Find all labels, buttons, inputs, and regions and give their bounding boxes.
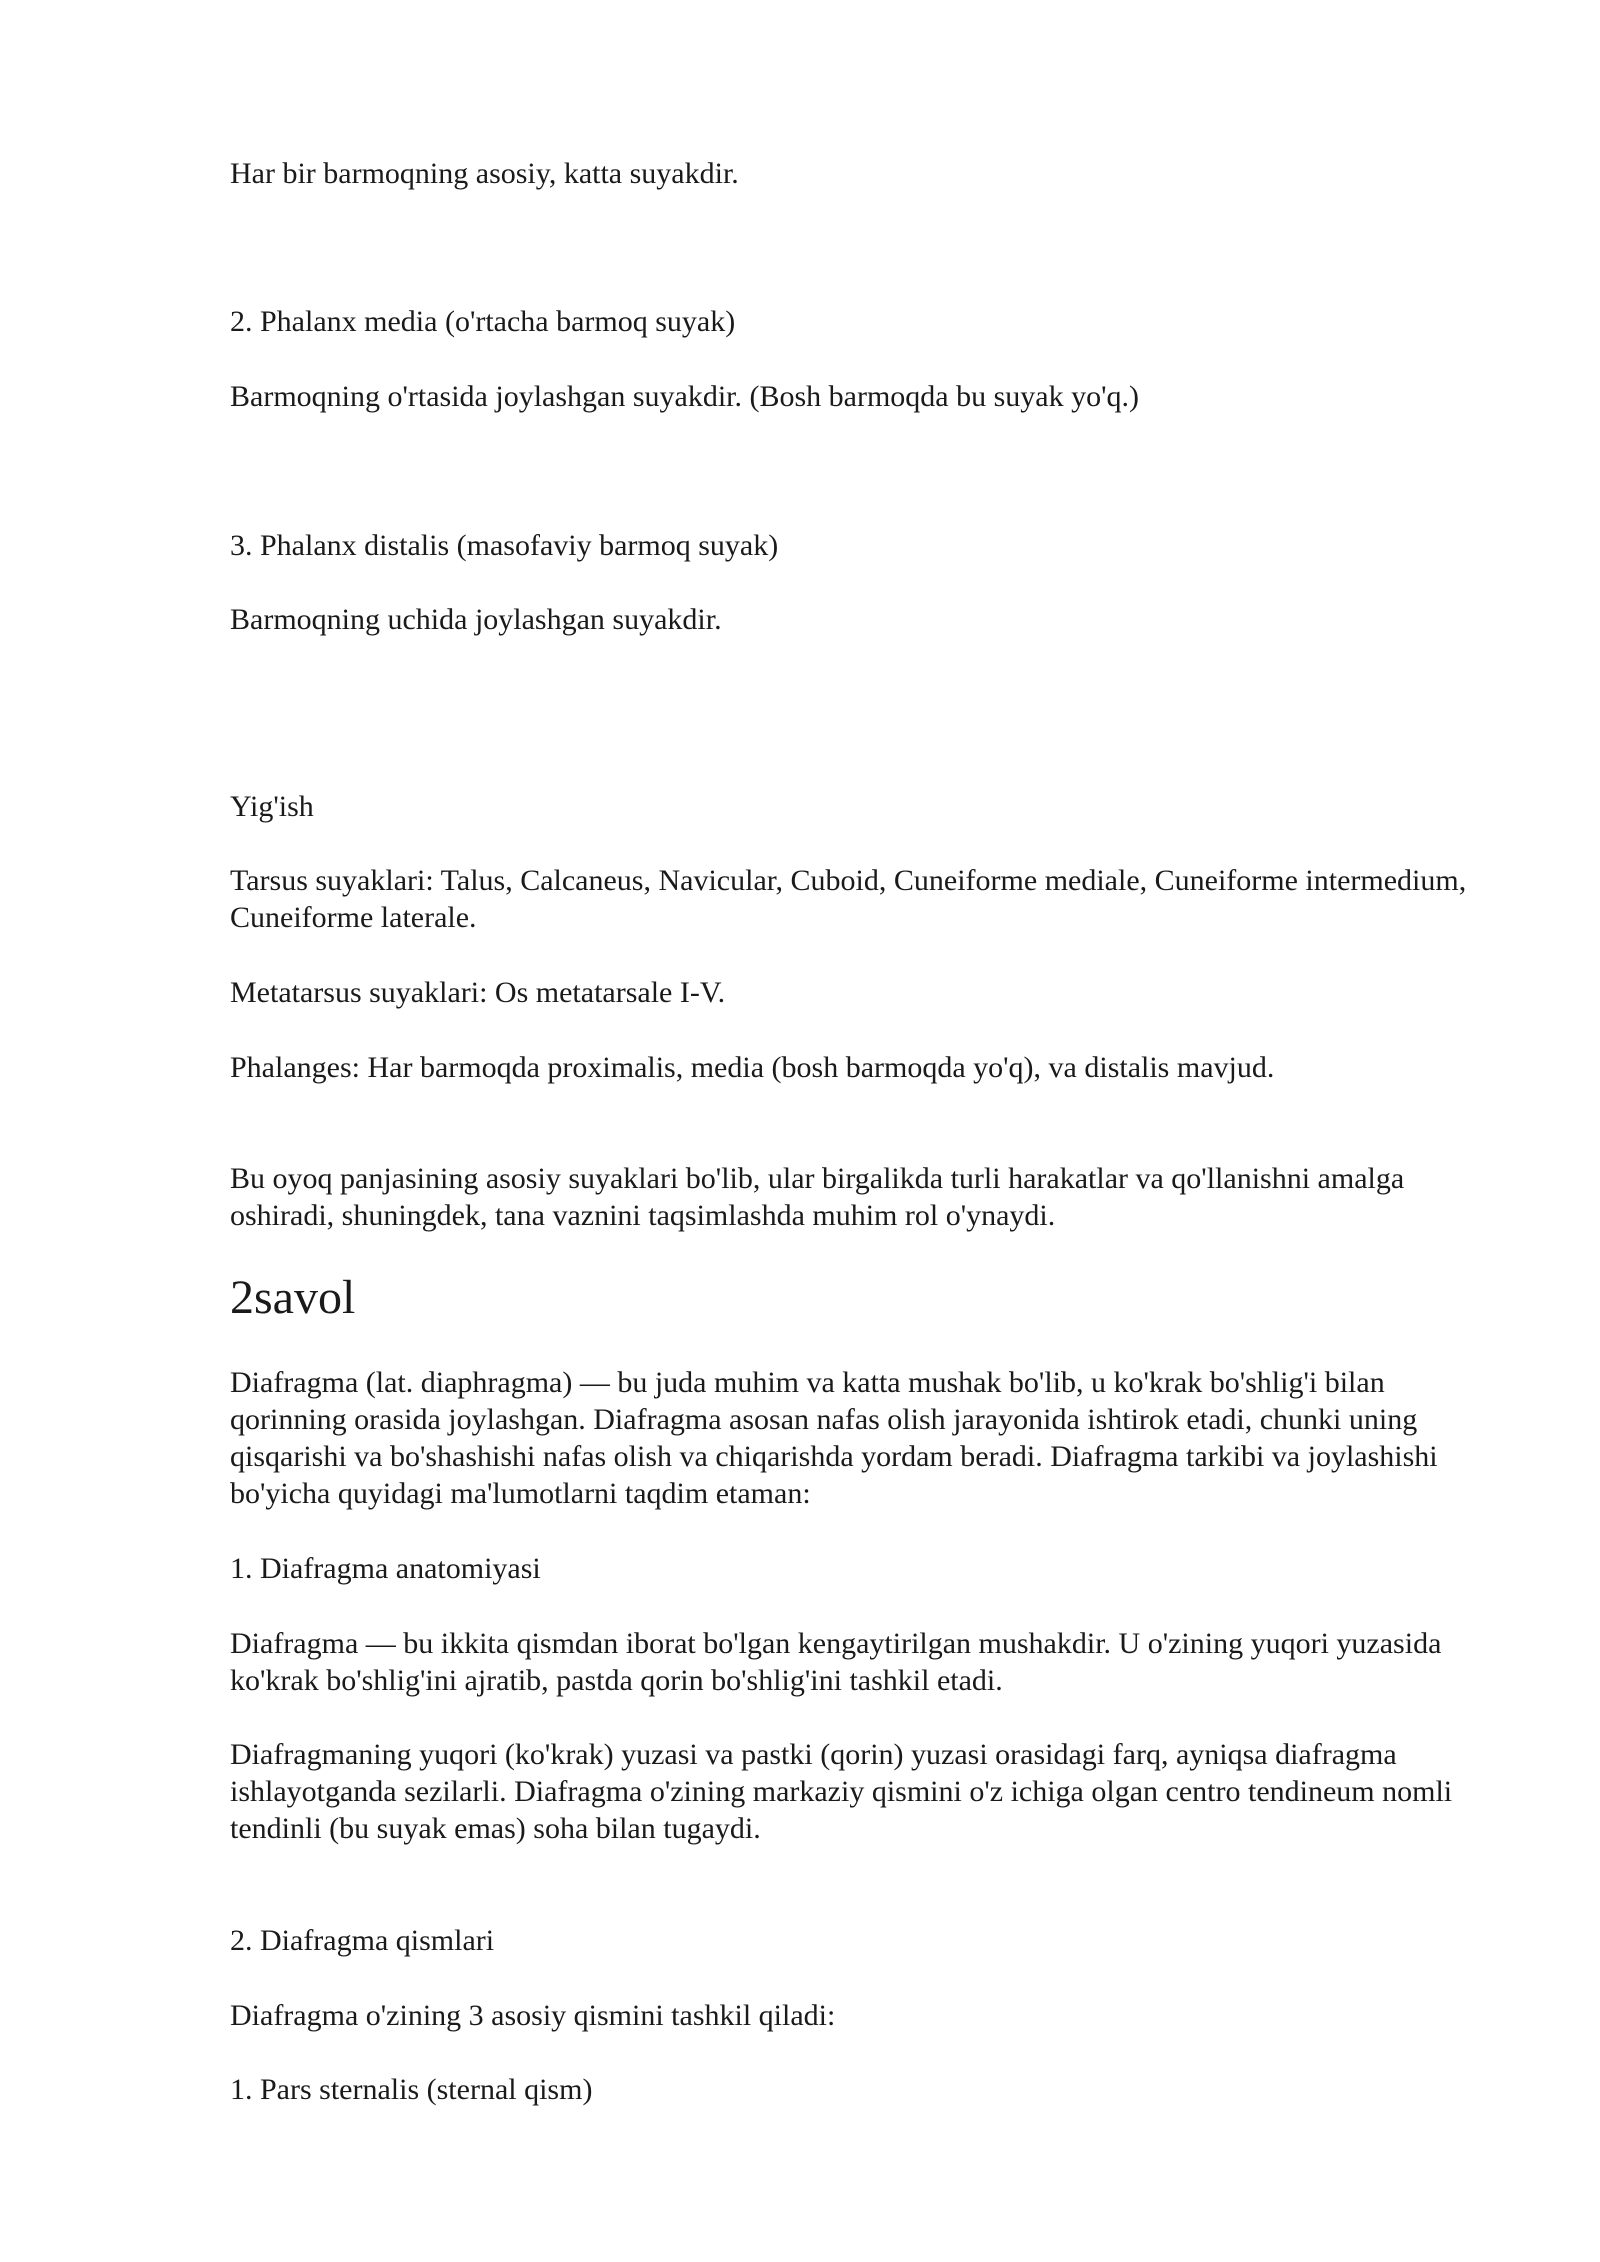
paragraph-metatarsus: Metatarsus suyaklari: Os metatarsale I-V. — [230, 976, 726, 1009]
paragraph-diafragma-surfaces: Diafragmaning yuqori (ko'krak) yuzasi va pastki (qorin) yuzasi orasidagi farq, ayniqsa diafragma ishlayotganda sezilarli. Diafragma o'zining markaziy qismini o'z ichiga olgan centro tendineum nomli tendinli (bu suyak emas) soha bilan tugaydi. — [230, 1738, 1453, 1845]
paragraph-phalanx-distalis-desc: Barmoqning uchida joylashgan suyakdir. — [230, 603, 722, 636]
item-phalanx-media: 2. Phalanx media (o'rtacha barmoq suyak) — [230, 305, 736, 338]
paragraph-diafragma-parts-intro: Diafragma o'zining 3 asosiy qismini tashkil qiladi: — [230, 1999, 836, 2032]
paragraph-phalanges: Phalanges: Har barmoqda proximalis, media (bosh barmoqda yo'q), va distalis mavjud. — [230, 1051, 1275, 1084]
paragraph-tarsus: Tarsus suyaklari: Talus, Calcaneus, Navicular, Cuboid, Cuneiforme mediale, Cuneiforme intermedium, Cuneiforme laterale. — [230, 864, 1467, 934]
item-diafragma-anatomiyasi: 1. Diafragma anatomiyasi — [230, 1552, 541, 1585]
item-phalanx-distalis: 3. Phalanx distalis (masofaviy barmoq suyak) — [230, 529, 779, 562]
item-pars-sternalis: 1. Pars sternalis (sternal qism) — [230, 2073, 593, 2106]
paragraph-diafragma-intro: Diafragma (lat. diaphragma) — bu juda muhim va katta mushak bo'lib, u ko'krak bo'shlig'i bilan qorinning orasida joylashgan. Diafragma asosan nafas olish jarayonida ishtirok etadi, chunki uning qisqarishi va bo'shashishi nafas olish va chiqarishda yordam beradi. Diafragma tarkibi va joylashishi bo'yicha quyidagi ma'lumotlarni taqdim etaman: — [230, 1366, 1438, 1510]
paragraph-phalanx-proximalis-desc: Har bir barmoqning asosiy, katta suyakdir. — [230, 157, 739, 190]
paragraph-diafragma-anatomy-desc: Diafragma — bu ikkita qismdan iborat bo'lgan kengaytirilgan mushakdir. U o'zining yuqori yuzasida ko'krak bo'shlig'ini ajratib, pastda qorin bo'shlig'ini tashkil etadi. — [230, 1627, 1442, 1697]
heading-2savol: 2savol — [230, 1271, 356, 1324]
section-label-yigish: Yig'ish — [230, 790, 314, 823]
paragraph-summary: Bu oyoq panjasining asosiy suyaklari bo'lib, ular birgalikda turli harakatlar va qo'llanishni amalga oshiradi, shuningdek, tana vaznini taqsimlashda muhim rol o'ynaydi. — [230, 1162, 1405, 1232]
paragraph-phalanx-media-desc: Barmoqning o'rtasida joylashgan suyakdir. (Bosh barmoqda bu suyak yo'q.) — [230, 380, 1140, 413]
item-diafragma-qismlari: 2. Diafragma qismlari — [230, 1924, 495, 1957]
